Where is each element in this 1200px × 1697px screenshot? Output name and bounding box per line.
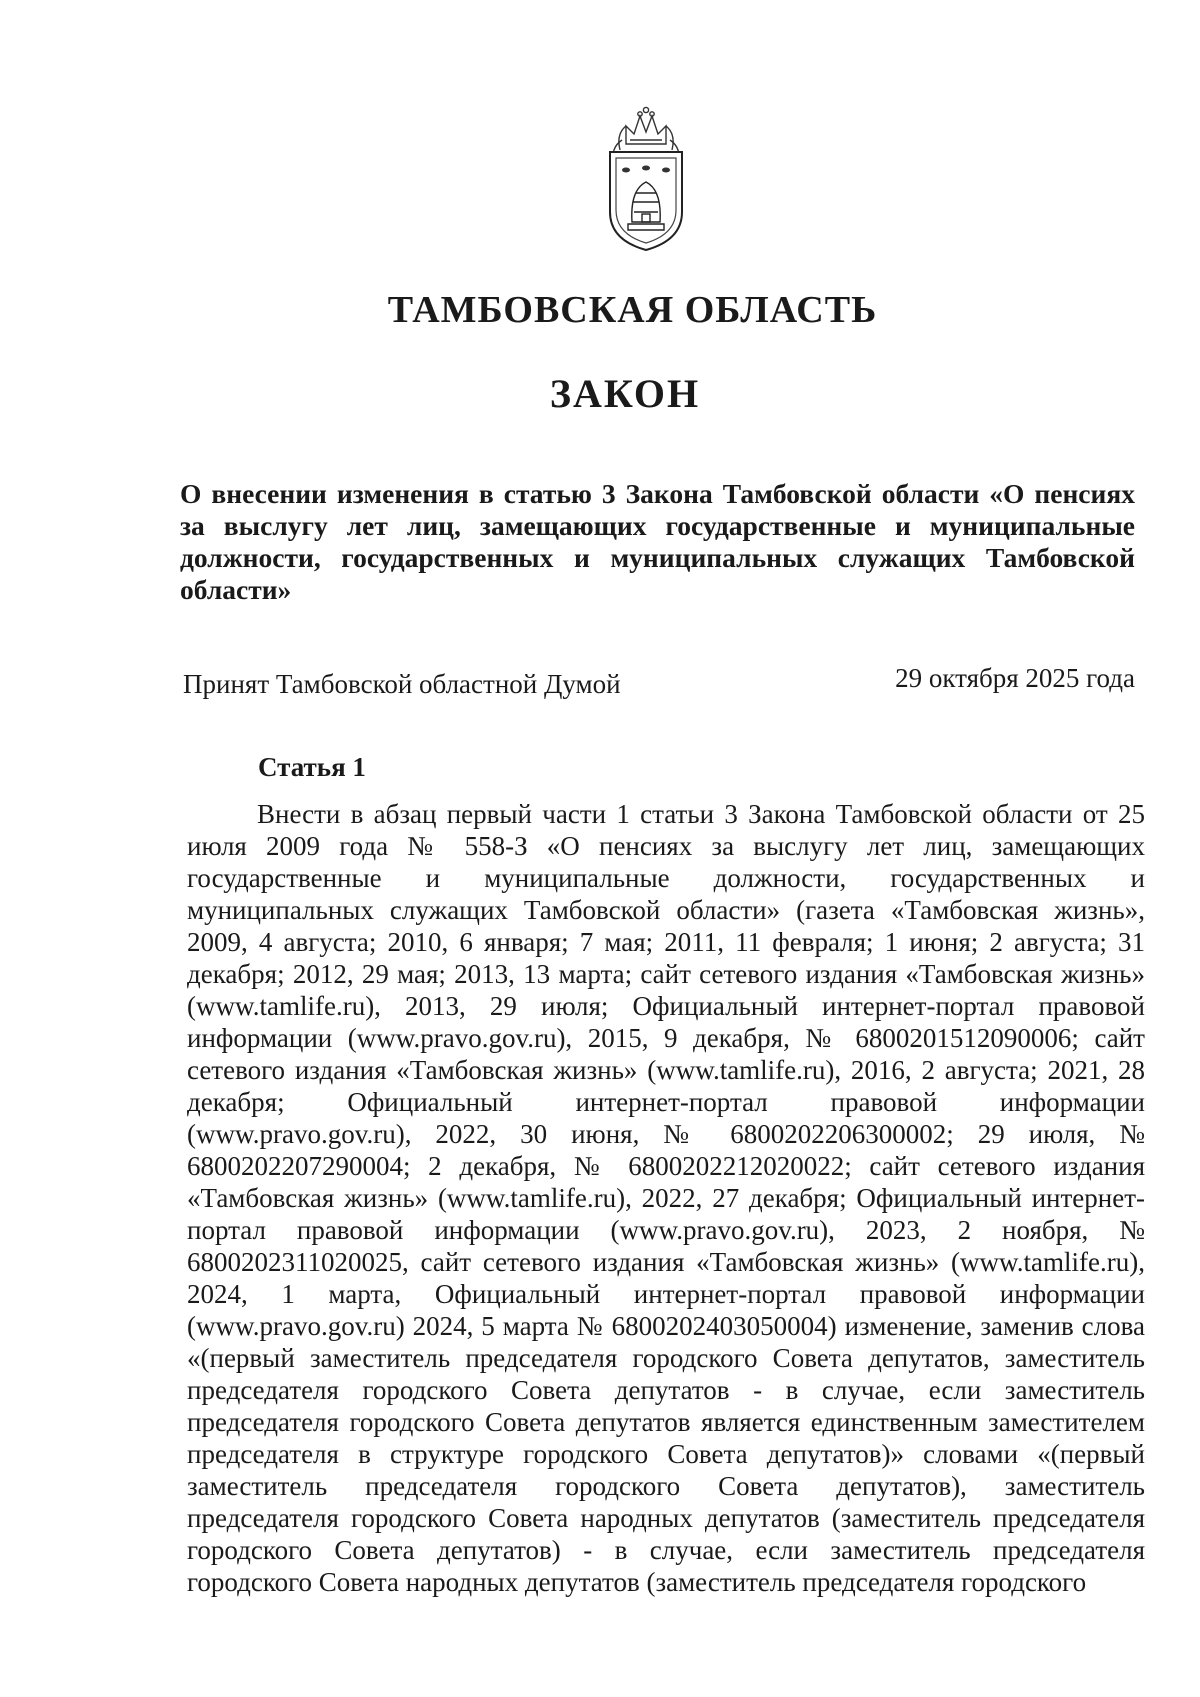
tambov-coat-of-arms-icon [596,104,696,254]
adopted-by: Принят Тамбовской областной Думой [183,669,621,699]
region-title: ТАМБОВСКАЯ ОБЛАСТЬ [387,289,878,331]
law-title: О внесении изменения в статью 3 Закона Тамбовской области «О пенсиях за выслугу лет лиц, замещающих государственные и муниципальные должности, государственных и муниципальных служащих Тамбовской области» [180,478,1135,605]
document-type-heading: ЗАКОН [549,371,701,416]
article-body: Внести в абзац первый части 1 статьи 3 Закона Тамбовской области от 25 июля 2009 года № 558-З «О пенсиях за выслугу лет лиц, замещающих государственные и муниципальные должности, государственных и муниципальных служащих Тамбовской области» (газета «Тамбовская жизнь», 2009, 4 августа; 2010, 6 января; 7 мая; 2011, 11 февраля; 1 июня; 2 августа; 31 декабря; 2012, 29 мая; 2013, 13 марта; сайт сетевого издания «Тамбовская жизнь» (www.tamlife.ru), 2013, 29 июля; Официальный интернет-портал правовой информации (www.pravo.gov.ru), 2015, 9 декабря, № 6800201512090006; сайт сетевого издания «Тамбовская жизнь» (www.tamlife.ru), 2016, 2 августа; 2021, 28 декабря; Официальный интернет-портал правовой информации (www.pravo.gov.ru), 2022, 30 июня, № 6800202206300002; 29 июля, № 6800202207290004; 2 декабря, № 6800202212020022; сайт сетевого издания «Тамбовская жизнь» (www.tamlife.ru), 2022, 27 декабря; Официальный интернет-портал правовой информации (www.pravo.gov.ru), 2023, 2 ноября, № 6800202311020025, сайт сетевого издания «Тамбовская жизнь» (www.tamlife.ru), 2024, 1 марта, Официальный интернет-портал правовой информации (www.pravo.gov.ru) 2024, 5 марта № 6800202403050004) изменение, заменив слова «(первый заместитель председателя городского Совета депутатов, заместитель председателя городского Совета депутатов - в случае, если заместитель председателя городского Совета депутатов является единственным заместителем председателя в структуре городского Совета депутатов)» словами «(первый заместитель председателя городского Совета депутатов), заместитель председателя городского Совета народных депутатов (заместитель председателя городского Совета депутатов) - в случае, если заместитель председателя городского Совета народных депутатов (заместитель председателя городского [187,799,1145,1597]
article-heading: Статья 1 [258,752,366,782]
adoption-date: 29 октября 2025 года [895,663,1135,693]
